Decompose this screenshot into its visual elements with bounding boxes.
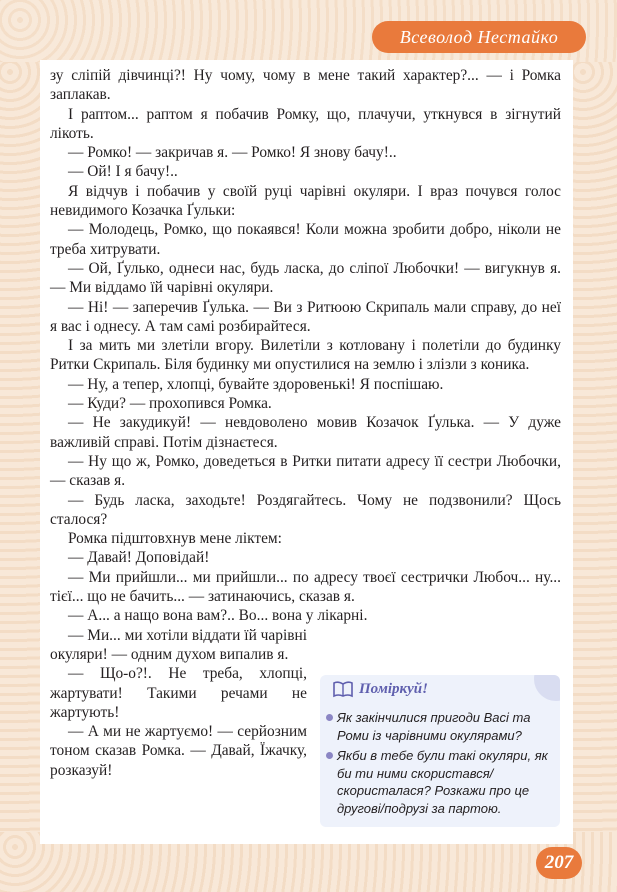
paragraph: — Не закудикуй! — невдоволено мовив Козачок Ґулька. — У дуже важливій справі. Потім дізнаєтеся. <box>50 414 561 451</box>
paragraph: — Що-о?!. Не треба, хлопці, жартувати! Такими речами не жартують! <box>50 665 307 721</box>
list-item <box>326 747 554 817</box>
left-ornament-band <box>0 62 42 842</box>
paragraph: — Куди? — прохопився Ромка. <box>68 395 272 413</box>
paragraph: — Будь ласка, заходьте! Роздягайтесь. Чому не подзвонили? Щось сталося? <box>50 491 561 528</box>
paragraph: — Ромко! — закричав я. — Ромко! Я знову бачу!.. <box>68 144 397 162</box>
paragraph: І раптом... раптом я побачив Ромку, що, плачучи, уткнувся в зігнутий лікоть. <box>50 105 561 142</box>
paragraph: — Давай! Доповідай! <box>68 549 210 567</box>
paragraph: — А ми не жартуємо! — серйозним тоном сказав Ромка. — Давай, Їжачку, розказуй! <box>50 723 307 779</box>
author-header-tab: Всеволод Нестайко <box>372 21 586 53</box>
paragraph: — Ну, а тепер, хлопці, бувайте здоровенькі! Я поспішаю. <box>68 375 444 393</box>
paragraph: зу сліпій дівчинці?! Ну чому, чому в мене такий характер?... — і Ромка заплакав. <box>50 67 561 104</box>
page-number: 207 <box>536 847 582 879</box>
paragraph: — Ой, Ґулько, однеси нас, будь ласка, до сліпої Любочки! — вигукнув я. — Ми віддамо їй чарівні окуляри. <box>50 259 561 297</box>
paragraph: І за мить ми злетіли вгору. Вилетіли з котловану і полетіли до будинку Ритки Скрипаль. Біля будинку ми опустилися на землю і злізли з коника. <box>50 337 561 374</box>
paragraph: — Ні! — заперечив Ґулька. — Ви з Ритюою Скрипаль мали справу, до неї я вас і однесу. А там самі розбирайтеся. <box>50 298 561 335</box>
paragraph: — А... а нащо вона вам?.. Во... вона у лікарні. <box>68 607 368 625</box>
box-corner-decoration <box>534 675 560 701</box>
book-icon <box>332 680 354 698</box>
bullet-icon <box>326 752 333 759</box>
paragraph: Ромка підштовхнув мене ліктем: <box>68 530 282 548</box>
question-text: Як закінчилися пригоди Васі та Роми із чарівними окулярами? <box>337 710 531 743</box>
think-box-title: Поміркуй! <box>359 680 428 697</box>
think-box <box>320 675 560 827</box>
paragraph: — Молодець, Ромко, що покаявся! Коли можна зробити добро, ніколи не треба хитрувати. <box>50 221 561 258</box>
right-ornament-band <box>573 62 617 842</box>
paragraph: — Ми прийшли... ми прийшли... по адресу твоєї сестрички Любоч... ну... тієї... що не бачить... — затинаючись, сказав я. <box>50 568 561 606</box>
paragraph: Я відчув і побачив у своїй руці чарівні окуляри. І враз почувся голос невидимого Козачка Ґульки: <box>50 182 561 220</box>
think-box-header <box>332 680 428 698</box>
think-box-list <box>326 709 554 820</box>
question-text: Якби в тебе були такі окуляри, як би ти ними скористався/ скористалася? Розкажи про це другові/подрузі за партою. <box>337 748 548 816</box>
paragraph: — Ну що ж, Ромко, доведеться в Ритки питати адресу її сестри Любочки, — сказав я. <box>50 452 561 490</box>
story-text <box>50 66 561 780</box>
paragraph: — Ми... ми хотіли віддати їй чарівні окуляри! — одним духом випалив я. <box>50 626 307 663</box>
paragraph: — Ой! І я бачу!.. <box>68 163 178 181</box>
list-item <box>326 709 554 744</box>
bullet-icon <box>326 714 333 721</box>
